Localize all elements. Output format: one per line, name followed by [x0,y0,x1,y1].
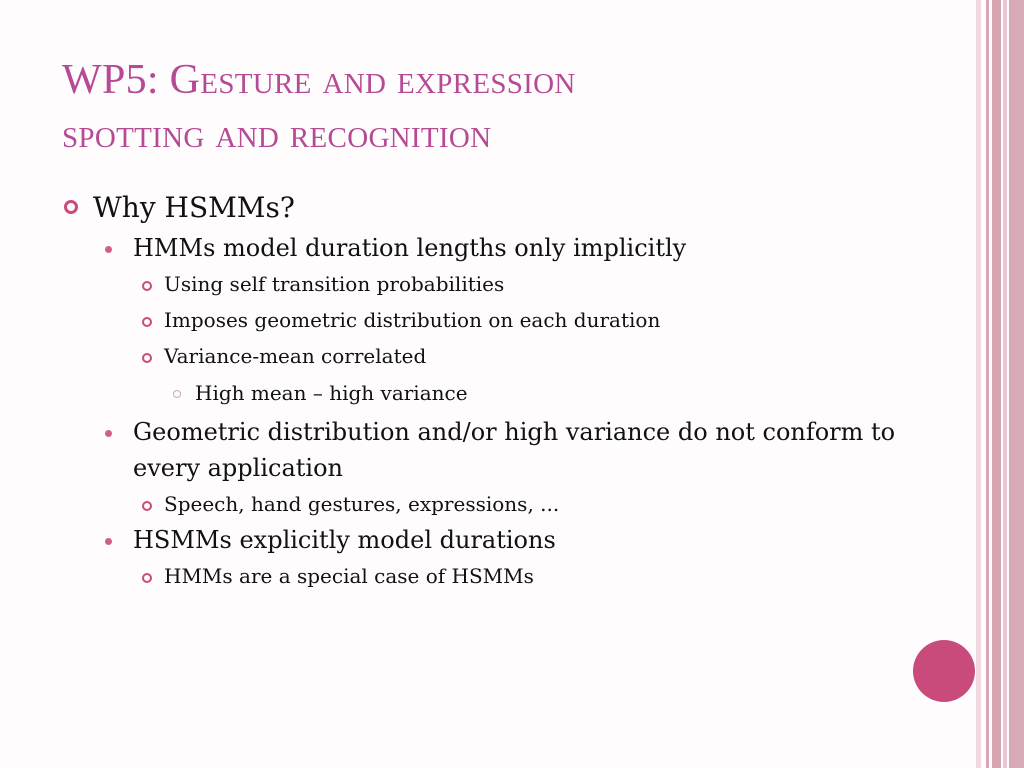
bullet-item [62,302,912,338]
bullet-text: Imposes geometric distribution on each duration [164,308,661,332]
bullet-item [62,486,912,522]
filled-circle-bullet-icon [105,246,112,253]
slide-title [62,53,942,161]
bullet-text: Variance-mean correlated [164,344,427,368]
bullet-item [62,338,912,374]
hollow-circle-bullet-icon [142,281,152,291]
bullet-item [62,374,912,412]
bullet-item [62,266,912,302]
filled-circle-bullet-icon [105,538,112,545]
bullet-text: HMMs model duration lengths only implicitly [133,234,687,262]
right-decorative-stripe [986,0,989,768]
hollow-circle-bullet-icon [142,501,152,511]
slide-content [62,186,912,594]
hollow-circle-bullet-icon [142,573,152,583]
decorative-circle-icon [913,640,975,702]
bullet-item [62,414,912,486]
hollow-circle-bullet-icon [64,200,78,214]
bullet-text: Using self transition probabilities [164,272,505,296]
hollow-circle-bullet-icon [142,317,152,327]
slide-title-line-1: WP5: Gesture and expression [62,57,576,103]
bullet-text: High mean – high variance [195,381,468,405]
bullet-item [62,558,912,594]
bullet-text: HSMMs explicitly model durations [133,526,556,554]
right-decorative-stripe [1003,0,1007,768]
bullet-text: HMMs are a special case of HSMMs [164,564,534,588]
bullet-item [62,186,912,230]
right-decorative-stripe [976,0,981,768]
slide-title-line-2: spotting and recognition [62,111,492,157]
right-decorative-stripe [1009,0,1024,768]
bullet-item [62,230,912,266]
bullet-text: Geometric distribution and/or high variance do not conform to every application [133,418,896,482]
bullet-item [62,522,912,558]
small-hollow-circle-bullet-icon [173,390,181,398]
bullet-text: Speech, hand gestures, expressions, ... [164,492,560,516]
bullet-text: Why HSMMs? [93,191,295,224]
right-decorative-stripe [992,0,1001,768]
filled-circle-bullet-icon [105,430,112,437]
hollow-circle-bullet-icon [142,353,152,363]
